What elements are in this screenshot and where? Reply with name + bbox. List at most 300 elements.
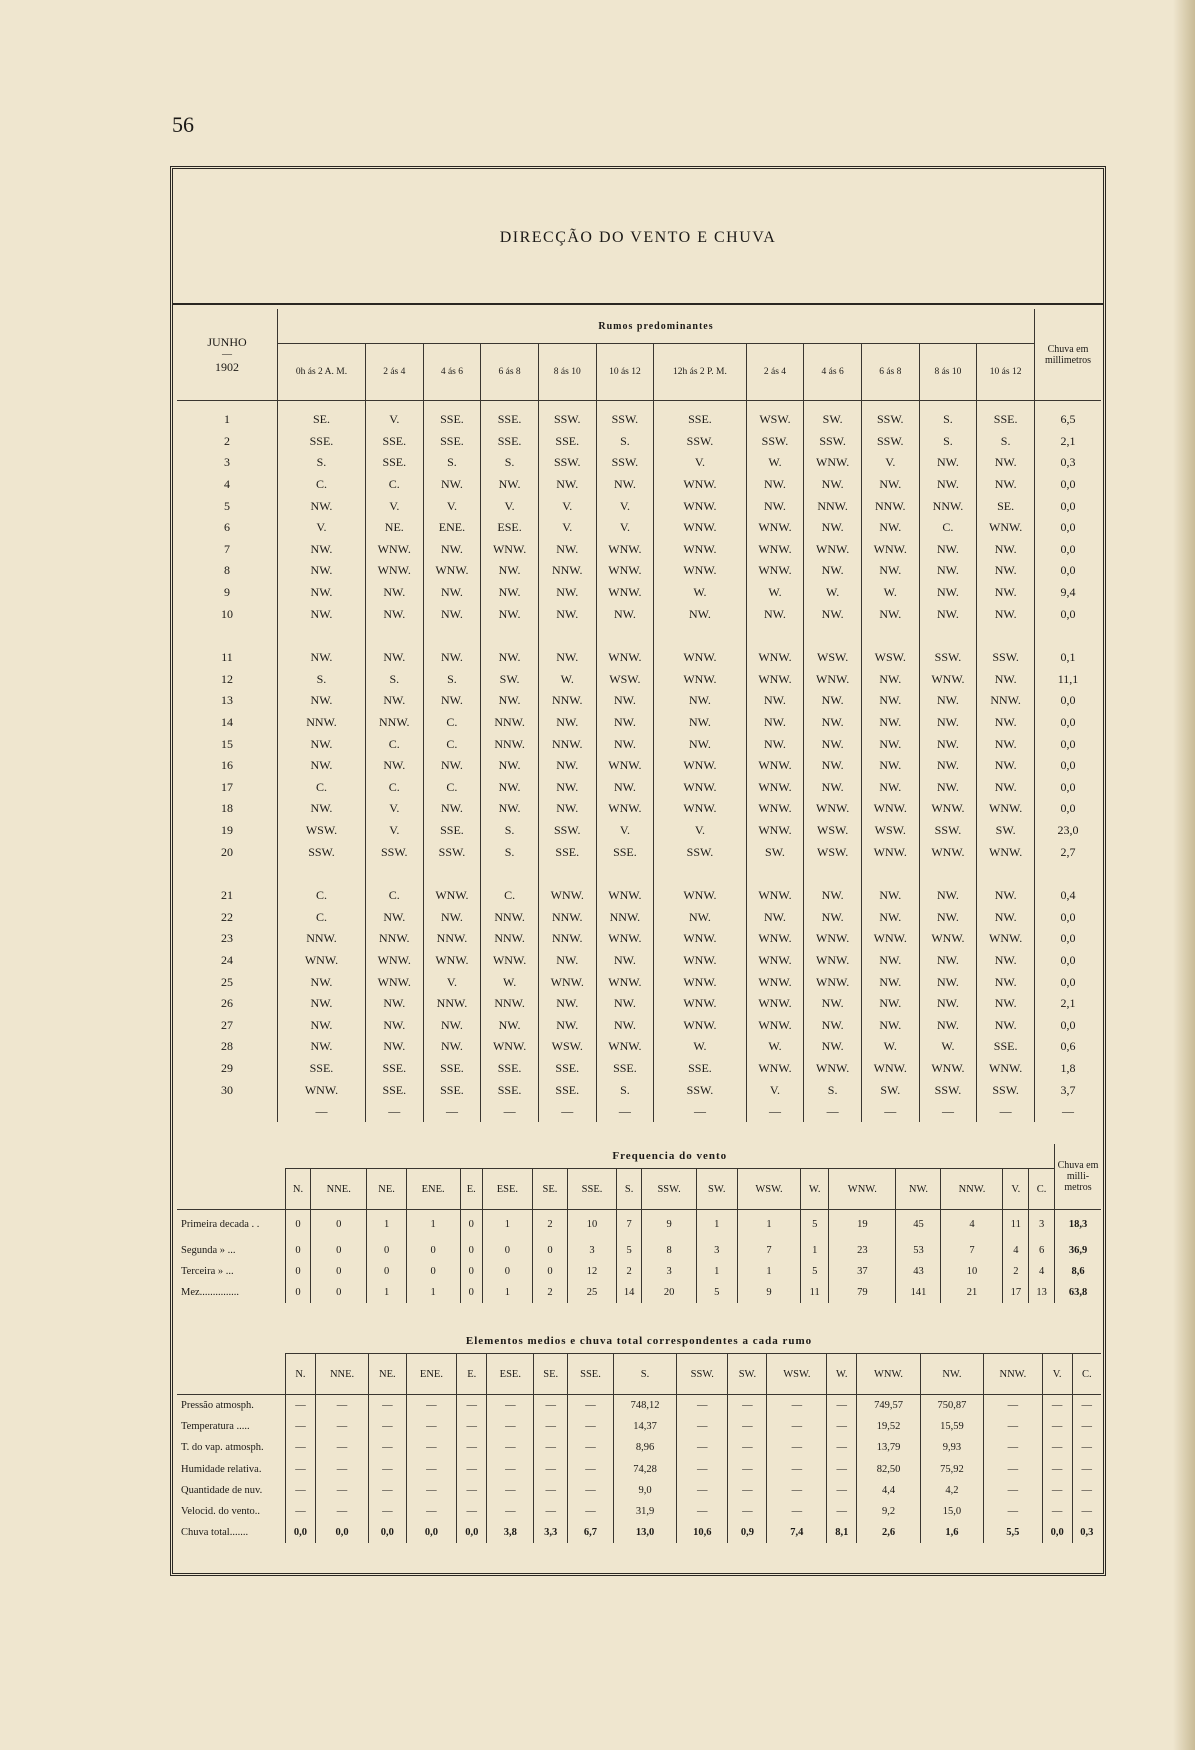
wind-cell: WNW.: [977, 517, 1035, 539]
wind-cell: SSE.: [365, 431, 423, 453]
elem-cell: 14,37: [613, 1416, 676, 1437]
spacer-cell: [538, 401, 596, 410]
wind-cell: NW.: [654, 712, 746, 734]
elem-cell: —: [767, 1459, 827, 1480]
wind-cell: SSW.: [654, 841, 746, 863]
elem-cell: —: [568, 1416, 614, 1437]
section-row: [177, 1329, 1101, 1354]
wind-cell: NW.: [977, 777, 1035, 799]
wind-cell: NW.: [481, 474, 539, 496]
freq-cell: 2: [616, 1261, 642, 1282]
wind-cell: WNW.: [654, 647, 746, 669]
wind-cell: NW.: [977, 1014, 1035, 1036]
wind-cell: NW.: [746, 906, 804, 928]
day-cell: 12: [221, 671, 233, 686]
wind-cell: NW.: [861, 971, 919, 993]
freq-cell: 0: [286, 1282, 311, 1303]
elem-cell: —: [984, 1480, 1043, 1501]
day-cell: 11: [221, 650, 233, 665]
wind-cell: WSW.: [596, 669, 654, 691]
elem-cell: —: [369, 1501, 406, 1522]
elem-cell: 748,12: [613, 1395, 676, 1417]
wind-cell: NW.: [365, 993, 423, 1015]
rain-cell: 0,0: [1035, 798, 1102, 820]
wind-cell: NW.: [423, 1014, 481, 1036]
wind-cell: C.: [365, 885, 423, 907]
wind-cell: NW.: [919, 885, 977, 907]
wind-cell: NW.: [804, 885, 862, 907]
section-title-elementos: Elementos medios e chuva total correspondentes a cada rumo: [465, 1335, 813, 1347]
wind-cell: NW.: [919, 690, 977, 712]
freq-cell: 5: [801, 1210, 829, 1240]
elem-cell: —: [487, 1437, 534, 1458]
dash-cell: —: [481, 1101, 539, 1123]
spacer-cell: [977, 863, 1035, 885]
time-header: 4 ás 6: [423, 344, 481, 401]
wind-cell: W.: [746, 582, 804, 604]
table-row: [177, 582, 1101, 604]
freq-header: S.: [616, 1169, 642, 1210]
elem-cell: —: [827, 1480, 857, 1501]
wind-cell: WNW.: [654, 777, 746, 799]
row-label: Humidade relativa.: [181, 1463, 262, 1475]
wind-cell: NW.: [596, 950, 654, 972]
wind-cell: NW.: [481, 603, 539, 625]
wind-cell: SSW.: [919, 820, 977, 842]
day-cell: [177, 1101, 278, 1123]
freq-cell: 12: [568, 1261, 617, 1282]
wind-cell: NW.: [804, 603, 862, 625]
elem-cell: —: [827, 1459, 857, 1480]
freq-cell: 11: [1003, 1210, 1029, 1240]
freq-cell: 20: [642, 1282, 696, 1303]
wind-cell: NW.: [596, 712, 654, 734]
elem-cell: —: [767, 1416, 827, 1437]
day-cell: 14: [221, 715, 233, 730]
elem-cell: —: [286, 1416, 316, 1437]
spacer-cell: [596, 625, 654, 647]
wind-cell: W.: [861, 1036, 919, 1058]
freq-cell: 1: [482, 1210, 532, 1240]
day-cell: 4: [224, 477, 230, 492]
rain-cell: 0,0: [1035, 539, 1102, 561]
wind-cell: NW.: [919, 755, 977, 777]
wind-cell: NW.: [278, 539, 366, 561]
freq-header: NNW.: [941, 1169, 1003, 1210]
rain-cell: 0,4: [1035, 885, 1102, 907]
wind-cell: S.: [977, 431, 1035, 453]
wind-cell: SSW.: [596, 452, 654, 474]
freq-cell: 23: [829, 1240, 896, 1261]
wind-cell: NW.: [596, 690, 654, 712]
freq-cell: 7: [616, 1210, 642, 1240]
elem-cell: —: [677, 1480, 728, 1501]
freq-cell: 5: [801, 1261, 829, 1282]
elem-cell: —: [677, 1395, 728, 1417]
table-row: [177, 539, 1101, 561]
wind-cell: WNW.: [977, 928, 1035, 950]
wind-cell: C.: [423, 712, 481, 734]
wind-cell: WNW.: [919, 669, 977, 691]
wind-cell: C.: [365, 474, 423, 496]
day-cell: 17: [221, 779, 233, 794]
dash-cell: —: [861, 1101, 919, 1123]
dash-row: [177, 1101, 1101, 1123]
wind-cell: NW.: [596, 777, 654, 799]
wind-cell: V.: [596, 517, 654, 539]
rain-cell: 2,1: [1035, 993, 1102, 1015]
spacer-cell: [746, 401, 804, 410]
elem-cell: —: [984, 1416, 1043, 1437]
table-row: [177, 517, 1101, 539]
wind-cell: SSE.: [538, 841, 596, 863]
wind-cell: NW.: [538, 539, 596, 561]
elem-cell: —: [457, 1437, 487, 1458]
wind-cell: NW.: [481, 560, 539, 582]
elem-cell: —: [677, 1501, 728, 1522]
elem-cell: —: [457, 1480, 487, 1501]
elem-cell: —: [568, 1480, 614, 1501]
wind-cell: WSW.: [278, 820, 366, 842]
wind-cell: SSE.: [538, 431, 596, 453]
wind-cell: WNW.: [278, 1079, 366, 1101]
row-label: Pressão atmosph.: [181, 1400, 254, 1412]
wind-cell: NW.: [977, 885, 1035, 907]
day-cell: 6: [224, 520, 230, 535]
freq-cell: 25: [568, 1282, 617, 1303]
wind-cell: WNW.: [861, 928, 919, 950]
table-row: [177, 452, 1101, 474]
wind-cell: W.: [746, 1036, 804, 1058]
table-row: [177, 690, 1101, 712]
wind-cell: NW.: [804, 712, 862, 734]
wind-cell: C.: [278, 885, 366, 907]
rain-cell: 0,0: [1035, 971, 1102, 993]
wind-cell: S.: [481, 452, 539, 474]
dash-cell: —: [596, 1101, 654, 1123]
rain-cell: 0,0: [1035, 474, 1102, 496]
wind-cell: NNW.: [481, 906, 539, 928]
wind-cell: V.: [278, 517, 366, 539]
day-cell: 7: [224, 541, 230, 556]
table-row: [177, 647, 1101, 669]
wind-cell: NW.: [596, 474, 654, 496]
wind-cell: NW.: [481, 798, 539, 820]
table-row: [177, 1522, 1101, 1543]
wind-cell: NW.: [977, 560, 1035, 582]
rain-cell: 0,6: [1035, 1036, 1102, 1058]
wind-cell: NNW.: [538, 560, 596, 582]
elem-cell: —: [487, 1395, 534, 1417]
dash-cell: —: [423, 1101, 481, 1123]
elem-cell: —: [534, 1437, 568, 1458]
elem-cell: —: [677, 1437, 728, 1458]
time-header: 2 ás 4: [365, 344, 423, 401]
wind-cell: NW.: [423, 755, 481, 777]
day-cell: 13: [221, 693, 233, 708]
wind-cell: WNW.: [977, 798, 1035, 820]
freq-cell: 0: [311, 1210, 367, 1240]
wind-cell: NNW.: [538, 928, 596, 950]
wind-cell: SSW.: [423, 841, 481, 863]
wind-cell: NW.: [278, 971, 366, 993]
elem-cell: —: [728, 1501, 767, 1522]
wind-cell: WNW.: [654, 669, 746, 691]
wind-cell: NW.: [977, 950, 1035, 972]
spacer-cell: [177, 401, 278, 410]
wind-cell: NW.: [538, 647, 596, 669]
wind-cell: WSW.: [804, 647, 862, 669]
elem-cell: —: [568, 1459, 614, 1480]
spacer-cell: [804, 401, 862, 410]
wind-cell: WNW.: [481, 1036, 539, 1058]
wind-cell: WNW.: [538, 885, 596, 907]
elem-cell: —: [406, 1501, 457, 1522]
section-title-rumos: Rumos predominantes: [278, 309, 1035, 344]
freq-cell: 6: [1029, 1240, 1055, 1261]
wind-cell: WNW.: [746, 669, 804, 691]
wind-cell: C.: [481, 885, 539, 907]
elem-header: ESE.: [487, 1354, 534, 1395]
wind-cell: WNW.: [654, 474, 746, 496]
spacer-cell: [177, 625, 278, 647]
spacer-row: [177, 401, 1101, 410]
wind-cell: NW.: [919, 777, 977, 799]
elem-cell: —: [406, 1459, 457, 1480]
elem-cell: 9,0: [613, 1480, 676, 1501]
wind-cell: NW.: [654, 603, 746, 625]
wind-cell: NW.: [804, 777, 862, 799]
spacer-cell: [423, 401, 481, 410]
wind-cell: WNW.: [365, 560, 423, 582]
elem-cell: —: [369, 1480, 406, 1501]
elem-cell: —: [286, 1459, 316, 1480]
wind-cell: SSE.: [423, 1079, 481, 1101]
wind-cell: NNW.: [977, 690, 1035, 712]
blank-cell: [177, 1144, 286, 1169]
table-frame: [170, 166, 1106, 1576]
elem-cell: 13,79: [857, 1437, 921, 1458]
wind-cell: NW.: [365, 1036, 423, 1058]
wind-cell: NW.: [919, 539, 977, 561]
wind-cell: WNW.: [861, 798, 919, 820]
wind-cell: SSW.: [654, 431, 746, 453]
day-cell: 30: [221, 1082, 233, 1097]
elem-cell: 74,28: [613, 1459, 676, 1480]
freq-header: N.: [286, 1169, 311, 1210]
wind-cell: NNW.: [804, 495, 862, 517]
wind-cell: SSE.: [538, 1058, 596, 1080]
wind-cell: SSE.: [278, 431, 366, 453]
elem-cell: —: [767, 1501, 827, 1522]
elem-header: NNW.: [984, 1354, 1043, 1395]
elem-cell: 6,7: [568, 1522, 614, 1543]
wind-cell: NNW.: [481, 712, 539, 734]
elem-cell: —: [534, 1459, 568, 1480]
wind-cell: NW.: [365, 755, 423, 777]
elem-cell: —: [315, 1416, 368, 1437]
table-row: [177, 1210, 1101, 1240]
day-cell: 21: [221, 888, 233, 903]
freq-cell: 21: [941, 1282, 1003, 1303]
freq-cell: 3: [696, 1240, 737, 1261]
elem-cell: 13,0: [613, 1522, 676, 1543]
wind-frequency-table: [177, 1144, 1101, 1303]
elem-cell: 75,92: [920, 1459, 983, 1480]
wind-cell: WNW.: [804, 798, 862, 820]
day-cell: 5: [224, 498, 230, 513]
time-header: 8 ás 10: [538, 344, 596, 401]
wind-cell: WNW.: [746, 993, 804, 1015]
elem-cell: —: [827, 1416, 857, 1437]
rain-cell: 0,0: [1035, 1014, 1102, 1036]
wind-cell: SSE.: [481, 431, 539, 453]
freq-cell: 10: [941, 1261, 1003, 1282]
wind-cell: NW.: [919, 733, 977, 755]
wind-cell: NW.: [481, 582, 539, 604]
freq-cell: 0: [367, 1240, 406, 1261]
elem-cell: —: [677, 1459, 728, 1480]
table-row: [177, 885, 1101, 907]
wind-cell: S.: [481, 841, 539, 863]
wind-cell: WNW.: [746, 798, 804, 820]
freq-header: SW.: [696, 1169, 737, 1210]
wind-cell: SSE.: [481, 1079, 539, 1101]
wind-cell: NW.: [596, 603, 654, 625]
day-cell: 15: [221, 736, 233, 751]
wind-cell: V.: [481, 495, 539, 517]
wind-cell: WSW.: [861, 647, 919, 669]
wind-cell: C.: [365, 777, 423, 799]
wind-cell: WNW.: [804, 971, 862, 993]
wind-cell: NW.: [861, 560, 919, 582]
elem-cell: —: [457, 1459, 487, 1480]
dash-cell: —: [365, 1101, 423, 1123]
wind-cell: WNW.: [746, 539, 804, 561]
wind-cell: SSE.: [977, 1036, 1035, 1058]
wind-cell: WNW.: [746, 777, 804, 799]
row-label: Mez...............: [181, 1286, 240, 1298]
elem-cell: —: [534, 1416, 568, 1437]
day-cell: 24: [221, 952, 233, 967]
wind-cell: NW.: [977, 474, 1035, 496]
rain-cell: 0,0: [1035, 733, 1102, 755]
freq-cell: 3: [1029, 1210, 1055, 1240]
table-row: [177, 798, 1101, 820]
wind-cell: NW.: [596, 733, 654, 755]
elem-cell: —: [286, 1437, 316, 1458]
elem-cell: —: [984, 1501, 1043, 1522]
elem-cell: —: [286, 1501, 316, 1522]
wind-cell: NNW.: [423, 928, 481, 950]
elem-header: E.: [457, 1354, 487, 1395]
wind-cell: SSE.: [365, 1058, 423, 1080]
elem-cell: 0,0: [369, 1522, 406, 1543]
rain-cell: 2,7: [1035, 841, 1102, 863]
elem-cell: —: [728, 1480, 767, 1501]
spacer-row: [177, 863, 1101, 885]
wind-cell: SSE.: [365, 1079, 423, 1101]
spacer-cell: [596, 401, 654, 410]
wind-cell: NW.: [423, 582, 481, 604]
wind-cell: NW.: [481, 690, 539, 712]
rain-cell: 0,0: [1035, 495, 1102, 517]
freq-cell: 9: [737, 1282, 800, 1303]
wind-cell: NW.: [365, 582, 423, 604]
wind-cell: WNW.: [746, 820, 804, 842]
freq-cell: 5: [616, 1240, 642, 1261]
freq-cell: 17: [1003, 1282, 1029, 1303]
freq-cell: 0: [311, 1282, 367, 1303]
wind-cell: SW.: [804, 409, 862, 431]
month-year-cell: [177, 309, 278, 401]
wind-cell: SE.: [278, 409, 366, 431]
wind-cell: WNW.: [538, 971, 596, 993]
elem-cell: 4,2: [920, 1480, 983, 1501]
wind-cell: NW.: [977, 971, 1035, 993]
wind-cell: ESE.: [481, 517, 539, 539]
row-label: Velocid. do vento..: [181, 1506, 261, 1518]
freq-cell: 0: [460, 1261, 482, 1282]
time-header: 10 ás 12: [977, 344, 1035, 401]
table-row: [177, 603, 1101, 625]
wind-cell: WNW.: [919, 928, 977, 950]
wind-cell: NW.: [278, 582, 366, 604]
freq-cell: 141: [896, 1282, 941, 1303]
wind-cell: NW.: [746, 733, 804, 755]
wind-cell: NW.: [538, 712, 596, 734]
elem-cell: —: [369, 1459, 406, 1480]
wind-cell: SSE.: [423, 1058, 481, 1080]
table-row: [177, 906, 1101, 928]
table-row: [177, 560, 1101, 582]
freq-rain-cell: 36,9: [1055, 1240, 1102, 1261]
row-label: Primeira decada . .: [181, 1219, 260, 1231]
elem-cell: —: [568, 1437, 614, 1458]
wind-cell: WNW.: [423, 950, 481, 972]
rain-cell: 0,0: [1035, 712, 1102, 734]
rain-cell: 6,5: [1035, 409, 1102, 431]
elem-cell: —: [406, 1480, 457, 1501]
wind-cell: NW.: [919, 1014, 977, 1036]
rain-cell: 9,4: [1035, 582, 1102, 604]
wind-cell: SSE.: [654, 409, 746, 431]
freq-cell: 0: [367, 1261, 406, 1282]
time-header: 12h ás 2 P. M.: [654, 344, 746, 401]
wind-cell: V.: [365, 798, 423, 820]
spacer-cell: [538, 625, 596, 647]
spacer-cell: [596, 863, 654, 885]
elem-cell: —: [369, 1395, 406, 1417]
freq-cell: 43: [896, 1261, 941, 1282]
wind-cell: WNW.: [746, 755, 804, 777]
wind-cell: WNW.: [861, 539, 919, 561]
spacer-cell: [365, 401, 423, 410]
wind-cell: NNW.: [423, 993, 481, 1015]
freq-cell: 0: [532, 1261, 568, 1282]
month-dash: —: [222, 348, 232, 360]
spacer-cell: [654, 625, 746, 647]
row-label: Segunda » ...: [181, 1244, 236, 1256]
freq-header: SSW.: [642, 1169, 696, 1210]
wind-cell: S.: [919, 431, 977, 453]
wind-cell: WNW.: [654, 798, 746, 820]
elem-header: SW.: [728, 1354, 767, 1395]
spacer-cell: [746, 863, 804, 885]
wind-cell: WNW.: [596, 1036, 654, 1058]
elem-cell: 19,52: [857, 1416, 921, 1437]
wind-cell: WNW.: [919, 1058, 977, 1080]
